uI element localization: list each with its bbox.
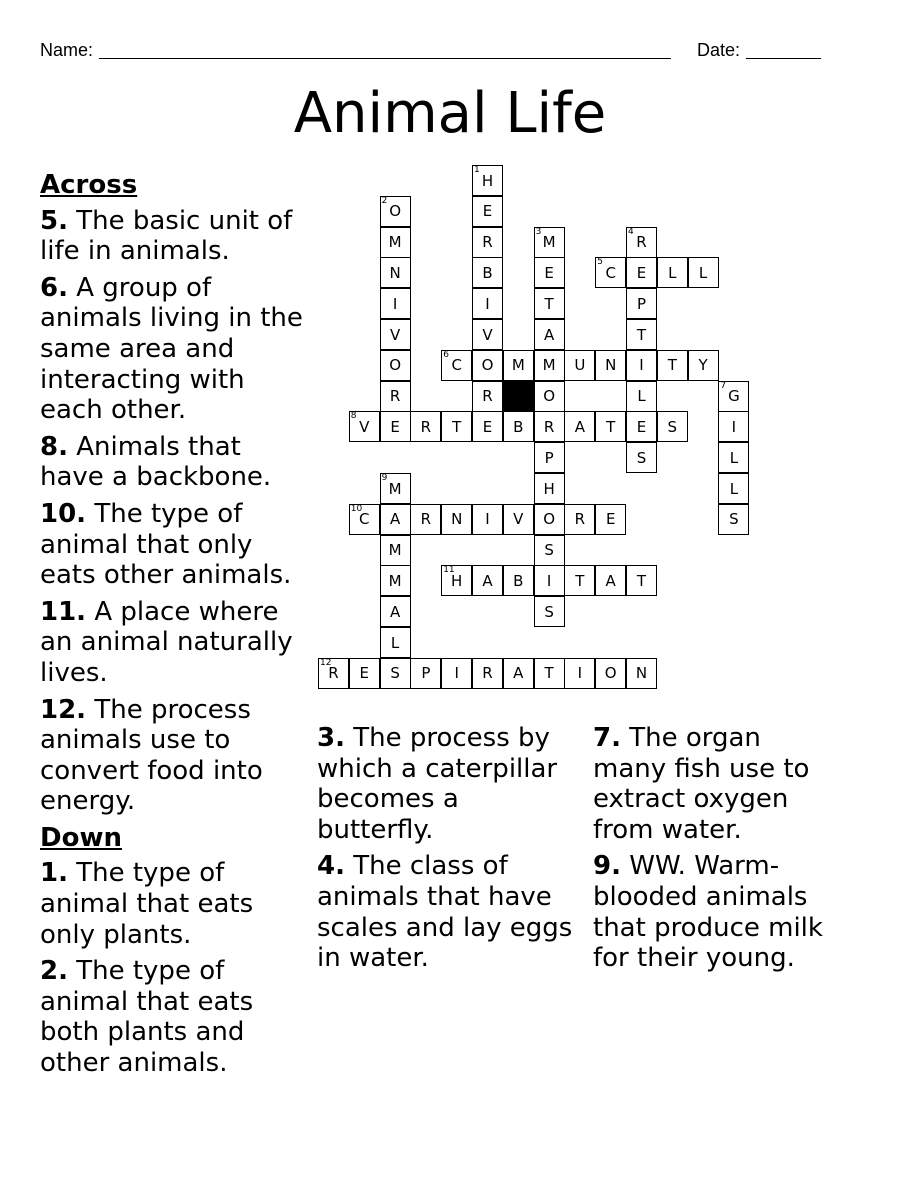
cell-number: 7 (720, 380, 727, 391)
cell-letter: T (667, 356, 677, 375)
cell-letter: S (667, 417, 678, 436)
clue-text: A group of animals living in the same area and interacting with each other. (40, 272, 303, 426)
cell-letter: O (389, 202, 401, 221)
cell-letter: R (420, 417, 432, 436)
cell-letter: E (359, 664, 370, 683)
grid-cell[interactable] (657, 350, 688, 381)
clues-column-2 (317, 723, 582, 980)
cell-letter: H (543, 479, 555, 498)
cell-letter: N (605, 356, 617, 375)
name-label: Name: (40, 40, 94, 60)
cell-letter: R (389, 387, 401, 406)
clue-text: The process by which a caterpillar becomes a butterfly. (317, 723, 558, 845)
cell-letter: A (389, 602, 401, 621)
grid-cell[interactable] (718, 473, 749, 504)
grid-cell[interactable] (503, 411, 534, 442)
cell-number: 12 (320, 657, 332, 668)
cell-letter: A (574, 417, 586, 436)
grid-cell[interactable] (380, 381, 411, 412)
cell-letter: H (481, 171, 494, 190)
grid-cell[interactable] (380, 257, 411, 288)
grid-cell[interactable] (380, 627, 411, 658)
cell-letter: T (575, 571, 585, 590)
cell-letter: N (635, 664, 648, 683)
grid-cell[interactable] (688, 350, 719, 381)
clue-number: 3. (317, 723, 345, 753)
cell-letter: C (451, 356, 462, 375)
cell-letter: M (511, 356, 525, 375)
grid-cell[interactable] (626, 288, 657, 319)
clue-number: 11. (40, 596, 87, 627)
grid-cell[interactable] (564, 350, 595, 381)
cell-letter: N (389, 263, 401, 282)
cell-letter: I (731, 417, 737, 436)
grid-cell[interactable] (503, 565, 534, 596)
cell-letter: S (729, 510, 739, 529)
grid-cell[interactable] (380, 565, 411, 596)
grid-cell[interactable] (441, 658, 472, 689)
cell-letter: R (574, 510, 586, 529)
cell-letter: P (421, 664, 431, 683)
cell-letter: L (729, 448, 739, 467)
cell-letter: A (513, 664, 524, 683)
cell-letter: P (544, 448, 554, 467)
name-line[interactable] (99, 42, 671, 59)
clue-number: 8. (40, 431, 68, 462)
cell-number: 6 (443, 349, 449, 360)
cell-letter: V (359, 417, 370, 436)
black-cell (503, 381, 534, 412)
grid-cell[interactable] (472, 658, 503, 689)
grid-cell[interactable] (472, 504, 503, 535)
name-field[interactable] (40, 40, 671, 61)
cell-letter: A (389, 510, 401, 529)
down-heading: Down (40, 822, 122, 853)
grid-cell[interactable] (534, 504, 565, 535)
clue-across-8 (40, 432, 305, 493)
grid-cell[interactable] (718, 504, 749, 535)
grid-cell[interactable] (349, 658, 380, 689)
clue-across-12 (40, 695, 305, 817)
grid-cell[interactable] (472, 288, 503, 319)
clues-column-3 (593, 723, 833, 980)
cell-letter: I (546, 571, 552, 590)
clue-text: The process animals use to convert food into energy. (40, 694, 263, 817)
cell-letter: G (728, 387, 740, 406)
grid-cell[interactable] (626, 319, 657, 350)
cell-letter: L (698, 263, 708, 282)
cell-letter: I (577, 664, 583, 683)
grid-cell[interactable] (472, 257, 503, 288)
cell-letter: B (513, 571, 524, 590)
grid-cell[interactable] (657, 411, 688, 442)
grid-cell[interactable] (472, 227, 503, 258)
cell-letter: R (482, 664, 493, 683)
clue-across-6 (40, 273, 305, 426)
cell-letter: T (636, 571, 647, 590)
date-line[interactable] (746, 42, 821, 59)
grid-cell[interactable] (534, 473, 565, 504)
cell-letter: M (388, 541, 402, 560)
clue-down-7 (593, 723, 833, 845)
cell-letter: L (390, 633, 400, 652)
clue-text: The organ many fish use to extract oxygen from water. (593, 723, 810, 845)
grid-cell[interactable] (626, 257, 657, 288)
cell-letter: M (388, 233, 402, 252)
cell-letter: S (544, 541, 554, 560)
grid-cell[interactable] (503, 350, 534, 381)
grid-cell[interactable] (410, 658, 441, 689)
grid-cell[interactable] (472, 319, 503, 350)
grid-cell[interactable] (534, 319, 565, 350)
grid-cell[interactable] (534, 288, 565, 319)
cell-letter: Y (698, 356, 708, 375)
grid-cell[interactable] (503, 658, 534, 689)
grid-cell[interactable] (441, 565, 472, 596)
grid-cell[interactable] (534, 350, 565, 381)
clue-down-4 (317, 851, 582, 973)
cell-letter: O (543, 510, 555, 529)
cell-letter: O (543, 387, 555, 406)
clue-across-11 (40, 597, 305, 689)
grid-cell[interactable] (534, 565, 565, 596)
cell-letter: V (482, 325, 493, 344)
cell-number: 5 (597, 257, 603, 268)
cell-letter: O (604, 664, 617, 683)
clue-text: The type of animal that only eats other animals. (40, 498, 292, 591)
cell-letter: S (636, 448, 647, 467)
grid-cell[interactable] (472, 350, 503, 381)
clue-number: 12. (40, 694, 87, 725)
grid-cell[interactable] (472, 381, 503, 412)
grid-cell[interactable] (380, 350, 411, 381)
cell-letter: A (543, 325, 555, 344)
grid-cell[interactable] (472, 165, 503, 196)
grid-cell[interactable] (534, 381, 565, 412)
cell-letter: T (544, 294, 554, 313)
cell-letter: I (485, 294, 490, 313)
cell-letter: A (482, 571, 493, 590)
cell-letter: T (452, 417, 462, 436)
cell-letter: E (636, 417, 647, 436)
clue-number: 6. (40, 272, 68, 303)
cell-number: 1 (474, 165, 480, 175)
grid-cell[interactable] (595, 257, 626, 288)
grid-cell[interactable] (626, 350, 657, 381)
grid-cell[interactable] (380, 288, 411, 319)
cell-letter: I (454, 664, 459, 683)
clue-text: WW. Warm-blooded animals that produce milk for their young. (593, 851, 823, 974)
cell-number: 2 (381, 195, 388, 206)
grid-cell[interactable] (534, 442, 565, 473)
cell-letter: E (544, 263, 554, 282)
grid-cell[interactable] (534, 257, 565, 288)
across-heading: Across (40, 170, 138, 200)
grid-cell[interactable] (380, 227, 411, 258)
cell-number: 10 (350, 503, 363, 514)
clue-text: The type of animal that eats both plants and other animals. (40, 956, 254, 1079)
grid-cell[interactable] (380, 658, 411, 689)
cell-letter: V (513, 510, 524, 529)
grid-cell[interactable] (534, 596, 565, 627)
cell-letter: S (544, 602, 554, 621)
grid-cell[interactable] (595, 350, 626, 381)
grid-cell[interactable] (441, 411, 472, 442)
clue-text: The basic unit of life in animals. (40, 205, 293, 267)
grid-cell[interactable] (534, 658, 565, 689)
date-label: Date: (697, 40, 741, 60)
clue-down-3 (317, 723, 582, 845)
clue-number: 7. (593, 723, 621, 753)
grid-cell[interactable] (564, 504, 595, 535)
clue-across-10 (40, 499, 305, 591)
grid-cell[interactable] (564, 411, 595, 442)
cell-number: 4 (628, 226, 634, 237)
cell-letter: S (390, 664, 400, 683)
clue-number: 5. (40, 205, 68, 236)
grid-cell[interactable] (380, 411, 411, 442)
cell-letter: E (390, 417, 400, 436)
grid-cell[interactable] (626, 381, 657, 412)
cell-letter: O (389, 356, 401, 375)
clue-down-1 (40, 858, 305, 950)
clue-text: A place where an animal naturally lives. (40, 596, 293, 688)
cell-letter: O (481, 356, 494, 375)
grid-cell[interactable] (349, 411, 380, 442)
grid-cell[interactable] (657, 257, 688, 288)
cell-letter: I (392, 294, 398, 313)
clue-number: 1. (40, 858, 68, 889)
cell-letter: E (482, 202, 493, 221)
clue-across-5 (40, 206, 305, 267)
grid-cell[interactable] (626, 411, 657, 442)
clue-number: 4. (317, 851, 345, 882)
cell-letter: I (485, 510, 490, 529)
clue-down-2 (40, 956, 305, 1078)
grid-cell[interactable] (472, 196, 503, 227)
cell-letter: M (542, 356, 556, 375)
grid-cell[interactable] (595, 411, 626, 442)
grid-cell[interactable] (688, 257, 719, 288)
grid-cell[interactable] (534, 535, 565, 566)
cell-letter: R (482, 233, 493, 252)
grid-cell[interactable] (472, 411, 503, 442)
grid-cell[interactable] (380, 596, 411, 627)
grid-cell[interactable] (410, 411, 441, 442)
clue-number: 10. (40, 498, 87, 529)
puzzle-title: Animal Life (293, 81, 607, 146)
cell-number: 9 (381, 473, 388, 483)
grid-cell[interactable] (626, 227, 657, 258)
grid-cell[interactable] (718, 381, 749, 412)
grid-cell[interactable] (441, 350, 472, 381)
clues-column-1 (40, 170, 305, 1085)
grid-cell[interactable] (595, 658, 626, 689)
cell-letter: R (636, 233, 647, 252)
cell-number: 11 (443, 565, 455, 576)
cell-letter: V (389, 325, 401, 344)
grid-cell[interactable] (534, 227, 565, 258)
cell-letter: T (636, 325, 647, 344)
cell-letter: P (636, 294, 647, 313)
grid-cell[interactable] (626, 442, 657, 473)
cell-letter: E (605, 510, 616, 529)
grid-cell[interactable] (380, 504, 411, 535)
grid-cell[interactable] (718, 442, 749, 473)
grid-cell[interactable] (534, 411, 565, 442)
cell-letter: B (482, 263, 493, 282)
clue-text: The type of animal that eats only plants. (40, 858, 254, 950)
date-field[interactable] (697, 40, 821, 61)
grid-cell[interactable] (564, 565, 595, 596)
grid-cell[interactable] (410, 504, 441, 535)
grid-cell[interactable] (564, 658, 595, 689)
cell-letter: L (637, 387, 646, 406)
cell-letter: R (543, 417, 555, 436)
cell-letter: I (639, 356, 644, 375)
cell-number: 8 (350, 411, 357, 422)
cell-letter: M (388, 479, 402, 498)
cell-letter: R (328, 664, 339, 683)
cell-letter: T (544, 664, 554, 683)
grid-cell[interactable] (380, 535, 411, 566)
grid-cell[interactable] (718, 411, 749, 442)
grid-cell[interactable] (626, 658, 657, 689)
cell-letter: C (359, 510, 370, 529)
cell-letter: A (605, 571, 616, 590)
clue-text: Animals that have a backbone. (40, 431, 272, 493)
cell-letter: N (451, 510, 463, 529)
clue-text: The class of animals that have scales and lay eggs in water. (317, 851, 573, 974)
grid-cell[interactable] (595, 565, 626, 596)
grid-cell[interactable] (380, 196, 411, 227)
grid-cell[interactable] (380, 319, 411, 350)
clue-down-9 (593, 851, 833, 973)
clue-number: 9. (593, 851, 621, 882)
cell-letter: R (482, 387, 493, 406)
grid-cell[interactable] (380, 473, 411, 504)
grid-cell[interactable] (472, 565, 503, 596)
cell-letter: B (513, 417, 524, 436)
clue-number: 2. (40, 956, 68, 987)
cell-letter: M (388, 571, 402, 590)
cell-letter: U (574, 356, 586, 375)
grid-cell[interactable] (441, 504, 472, 535)
grid-cell[interactable] (626, 565, 657, 596)
cell-letter: E (482, 417, 493, 436)
cell-letter: M (542, 233, 556, 252)
cell-letter: T (606, 417, 616, 436)
cell-letter: C (605, 263, 616, 282)
cell-letter: H (451, 571, 463, 590)
grid-cell[interactable] (595, 504, 626, 535)
cell-letter: L (729, 479, 739, 498)
cell-letter: L (668, 263, 677, 282)
cell-letter: E (636, 263, 647, 282)
grid-cell[interactable] (349, 504, 380, 535)
grid-cell[interactable] (318, 658, 349, 689)
cell-number: 3 (535, 226, 542, 237)
cell-letter: R (420, 510, 432, 529)
grid-cell[interactable] (503, 504, 534, 535)
